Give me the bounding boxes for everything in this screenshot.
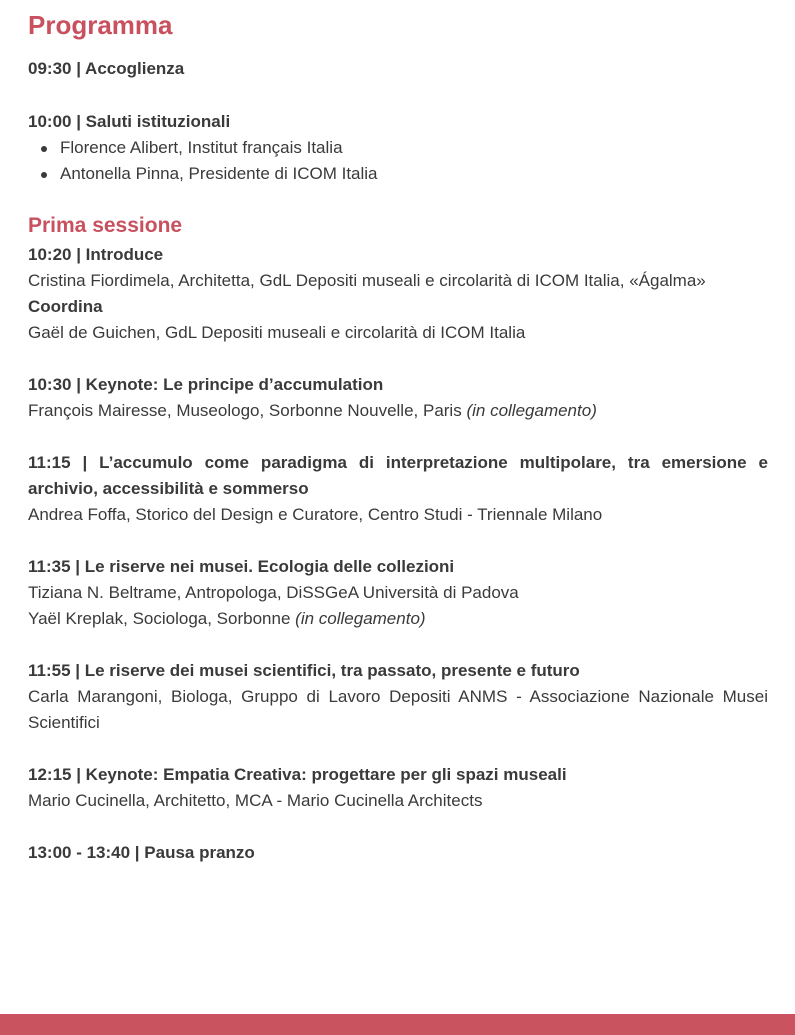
agenda-item-saluti: 10:00 | Saluti istituzionali bbox=[28, 112, 231, 131]
speaker-text: Andrea Foffa, Storico del Design e Curatore, Centro Studi - Triennale Milano bbox=[28, 505, 603, 524]
speaker-text: Yaël Kreplak, Sociologa, Sorbonne (in collegamento) bbox=[28, 609, 426, 628]
agenda-item-accoglienza: 09:30 | Accoglienza bbox=[28, 59, 185, 78]
speaker-text: Carla Marangoni, Biologa, Gruppo di Lavoro Depositi ANMS - Associazione Nazionale Musei Scientifici bbox=[28, 687, 768, 732]
speaker-text: François Mairesse, Museologo, Sorbonne Nouvelle, Paris (in collegamento) bbox=[28, 401, 597, 420]
list-item: Antonella Pinna, Presidente di ICOM Italia bbox=[28, 161, 795, 187]
section-title: Prima sessione bbox=[28, 214, 183, 237]
speaker-text: Mario Cucinella, Architetto, MCA - Mario Cucinella Architects bbox=[28, 791, 483, 810]
agenda-item-keynote-empatia: 12:15 | Keynote: Empatia Creativa: progettare per gli spazi museali bbox=[28, 765, 567, 784]
agenda-item-keynote-accumulation: 10:30 | Keynote: Le principe d’accumulation bbox=[28, 375, 384, 394]
agenda-item-accumulo: 11:15 | L’accumulo come paradigma di interpretazione multipolare, tra emersione e archivio, accessibilità e sommerso bbox=[28, 453, 768, 498]
page-title: Programma bbox=[28, 10, 173, 40]
agenda-item-riserve-musei: 11:35 | Le riserve nei musei. Ecologia delle collezioni bbox=[28, 557, 455, 576]
remote-note: (in collegamento) bbox=[466, 401, 597, 420]
agenda-item-riserve-scientifici: 11:55 | Le riserve dei musei scientifici, tra passato, presente e futuro bbox=[28, 661, 580, 680]
agenda-item-pausa: 13:00 - 13:40 | Pausa pranzo bbox=[28, 843, 255, 862]
speaker-text: Gaël de Guichen, GdL Depositi museali e circolarità di ICOM Italia bbox=[28, 323, 526, 342]
remote-note: (in collegamento) bbox=[295, 609, 426, 628]
agenda-item-coordina: Coordina bbox=[28, 297, 103, 316]
speaker-text: Tiziana N. Beltrame, Antropologa, DiSSGeA Università di Padova bbox=[28, 583, 519, 602]
speaker-text: Cristina Fiordimela, Architetta, GdL Depositi museali e circolarità di ICOM Italia, «Ágalma» bbox=[28, 271, 706, 290]
footer-bar bbox=[0, 1014, 795, 1035]
list-item: Florence Alibert, Institut français Italia bbox=[28, 135, 795, 161]
agenda-item-introduce: 10:20 | Introduce bbox=[28, 245, 164, 264]
